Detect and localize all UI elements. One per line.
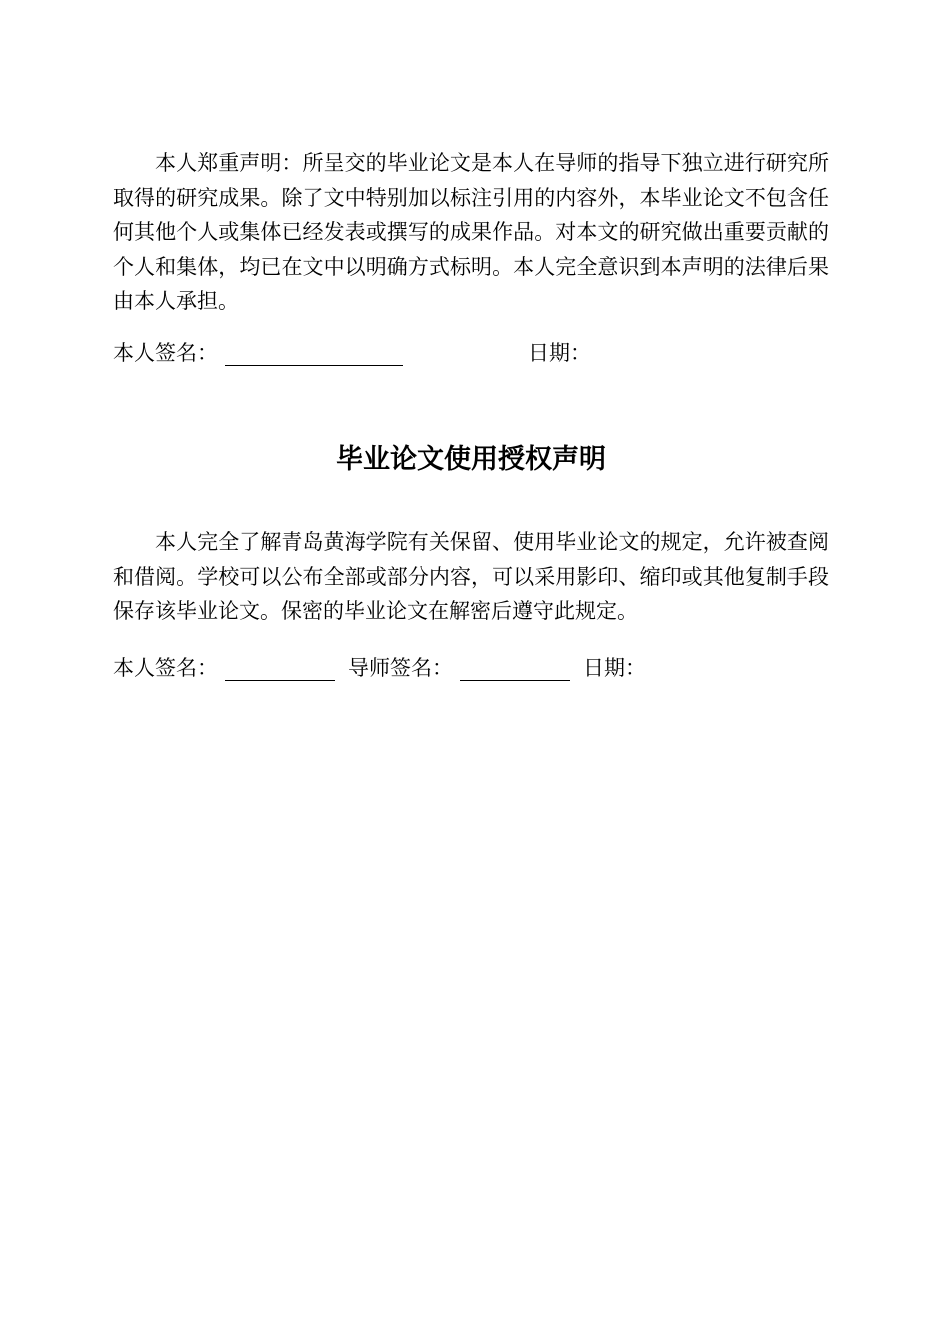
author-signature-label: 本人签名： [113, 341, 218, 365]
author-signature-blank[interactable] [225, 365, 403, 366]
author-signature-label: 本人签名： [113, 656, 218, 680]
author-signature-blank[interactable] [225, 680, 335, 681]
authorization-signature-row [113, 653, 829, 683]
authorization-title: 毕业论文使用授权声明 [336, 444, 606, 475]
originality-signature-row [113, 338, 829, 368]
advisor-signature-blank[interactable] [460, 680, 570, 681]
advisor-signature-label: 导师签名： [348, 656, 453, 680]
originality-statement: 本人郑重声明：所呈交的毕业论文是本人在导师的指导下独立进行研究所取得的研究成果。除了文中特别加以标注引用的内容外，本毕业论文不包含任何其他个人或集体已经发表或撰写的成果作品。对本文的研究做出重要贡献的个人和集体，均已在文中以明确方式标明。本人完全意识到本声明的法律后果由本人承担。 [113, 151, 829, 313]
authorization-statement: 本人完全了解青岛黄海学院有关保留、使用毕业论文的规定，允许被查阅和借阅。学校可以公布全部或部分内容，可以采用影印、缩印或其他复制手段保存该毕业论文。保密的毕业论文在解密后遵守此规定。 [113, 530, 829, 623]
date-label: 日期： [583, 656, 646, 680]
date-label: 日期： [528, 341, 591, 365]
